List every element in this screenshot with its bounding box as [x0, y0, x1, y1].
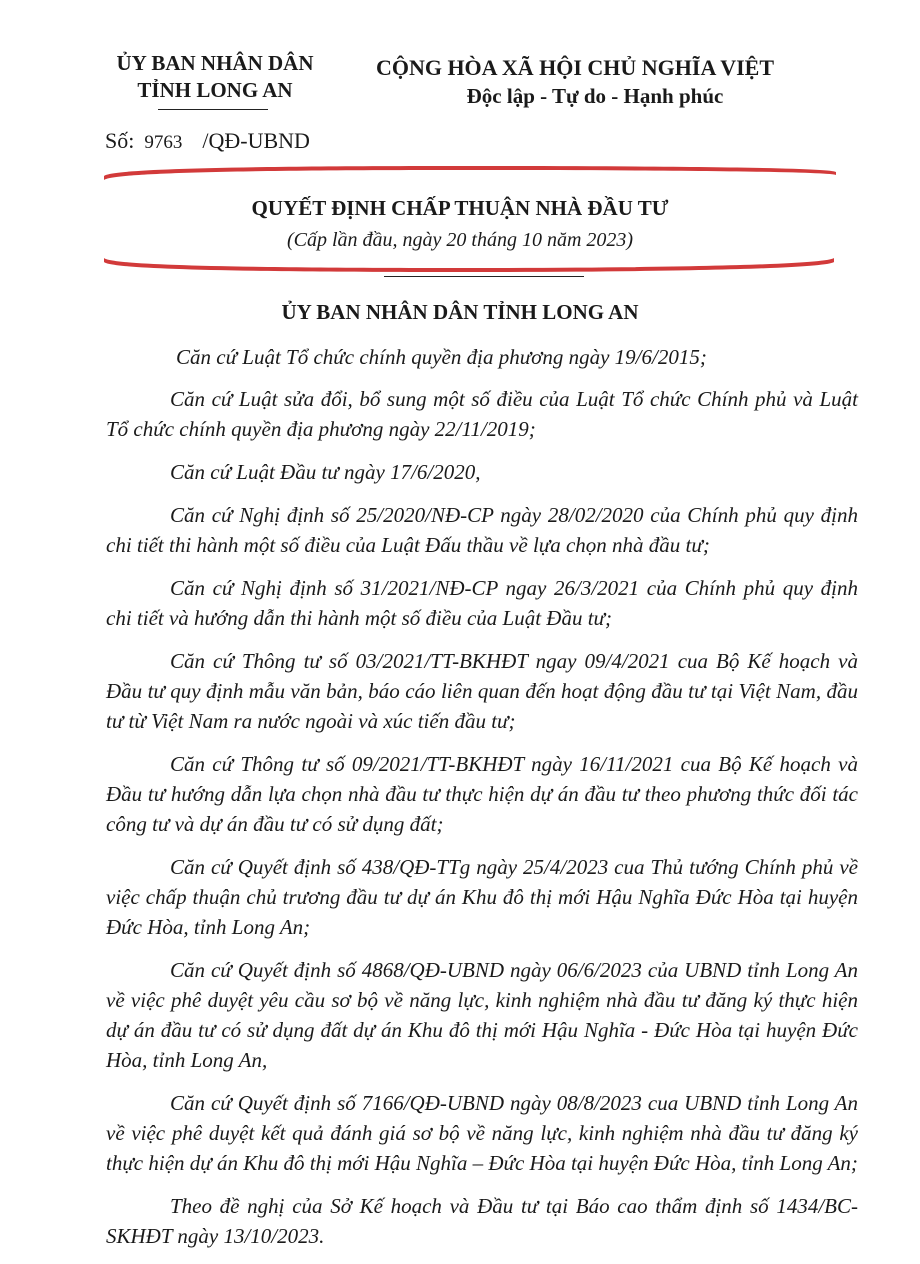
decision-subtitle: (Cấp lần đầu, ngày 20 tháng 10 năm 2023) [286, 229, 634, 251]
country-name: CỘNG HÒA XÃ HỘI CHỦ NGHĨA VIỆT [375, 55, 775, 80]
issuer-line-1: ỦY BAN NHÂN DÂN [116, 51, 314, 75]
red-curve-bottom [104, 258, 834, 272]
legal-basis-paragraph: Căn cứ Nghị định số 31/2021/NĐ-CP ngay 26/3/2021 của Chính phủ quy định chi tiết và hướng dẫn thi hành một số điều của Luật Đầu tư; [106, 576, 858, 630]
legal-basis-paragraph: Căn cứ Luật Tổ chức chính quyền địa phương ngày 19/6/2015; [176, 345, 707, 369]
legal-basis-paragraph: Theo đề nghị của Sở Kế hoạch và Đầu tư tại Báo cao thẩm định số 1434/BC-SKHĐT ngày 13/10/2023. [106, 1194, 858, 1248]
red-curve-top [104, 166, 836, 180]
issuer-line-2: TỈNH LONG AN [137, 78, 293, 102]
legal-basis-paragraph: Căn cứ Luật sửa đổi, bổ sung một số điều của Luật Tổ chức Chính phủ và Luật Tổ chức chính quyền địa phương ngày 22/11/2019; [106, 387, 858, 441]
legal-basis-paragraph: Căn cứ Thông tư số 03/2021/TT-BKHĐT ngay 09/4/2021 cua Bộ Kế hoạch và Đầu tư quy định mẫu văn bản, báo cáo liên quan đến hoạt động đầu tư tại Việt Nam, đầu tư từ Việt Nam ra nước ngoài và xúc tiến đầu tư; [106, 649, 858, 733]
title-divider [384, 276, 584, 277]
legal-basis-paragraph: Căn cứ Luật Đầu tư ngày 17/6/2020, [170, 460, 481, 484]
document-number-label: Số: [105, 128, 135, 153]
document-number-value: 9763 [144, 132, 183, 153]
document-number-code: /QĐ-UBND [202, 128, 310, 153]
national-motto: Độc lập - Tự do - Hạnh phúc [466, 84, 724, 108]
legal-basis-paragraph: Căn cứ Quyết định số 438/QĐ-TTg ngày 25/4/2023 cua Thủ tướng Chính phủ về việc chấp thuận chủ trương đầu tư dự án Khu đô thị mới Hậu Nghĩa Đức Hòa tại huyện Đức Hòa, tỉnh Long An; [106, 855, 858, 939]
national-heading [340, 54, 810, 110]
issuer-block [95, 50, 335, 104]
legal-basis-paragraph: Căn cứ Quyết định số 4868/QĐ-UBND ngày 06/6/2023 của UBND tỉnh Long An về việc phê duyệt yêu cầu sơ bộ về năng lực, kinh nghiệm nhà đầu tư đăng ký thực hiện dự án đầu tư có sử dụng đất dự án Khu đô thị mới Hậu Nghĩa - Đức Hòa tại huyện Đức Hòa, tỉnh Long An, [106, 958, 858, 1072]
issuer-underline [158, 109, 268, 110]
legal-basis-paragraph: Căn cứ Nghị định số 25/2020/NĐ-CP ngày 28/02/2020 của Chính phủ quy định chi tiết thi hành một số điều của Luật Đấu thầu về lựa chọn nhà đầu tư; [106, 503, 858, 557]
legal-basis-paragraph: Căn cứ Quyết định số 7166/QĐ-UBND ngày 08/8/2023 cua UBND tỉnh Long An về việc phê duyệt kết quả đánh giá sơ bộ về năng lực, kinh nghiệm nhà đầu tư đăng ký thực hiện dự án Khu đô thị mới Hậu Nghĩa – Đức Hòa tại huyện Đức Hòa, tỉnh Long An; [106, 1091, 858, 1175]
legal-basis-paragraph: Căn cứ Thông tư số 09/2021/TT-BKHĐT ngày 16/11/2021 cua Bộ Kế hoạch và Đầu tư hướng dẫn lựa chọn nhà đầu tư thực hiện dự án đầu tư theo phương thức đối tác công tư và dự án đầu tư có sử dụng đất; [106, 752, 858, 836]
legal-basis [106, 342, 858, 1264]
document-number [105, 128, 310, 154]
authority-heading: ỦY BAN NHÂN DÂN TỈNH LONG AN [281, 300, 639, 324]
decision-title: QUYẾT ĐỊNH CHẤP THUẬN NHÀ ĐẦU TƯ [251, 196, 669, 220]
